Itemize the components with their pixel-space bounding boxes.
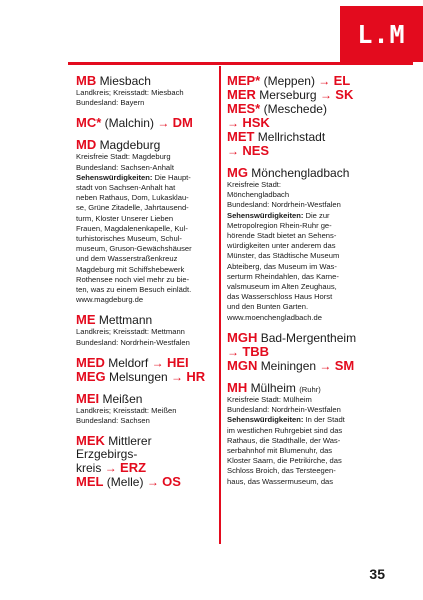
cross-reference[interactable]: HEI [166, 354, 189, 370]
sights-line: Magdeburg mit Schiffshebewerk [76, 264, 185, 274]
sights-line: das Wasserschloss Haus Horst [227, 292, 333, 302]
entry-md [76, 138, 216, 305]
entry-mep-met [227, 74, 372, 158]
entry-name: (Meschede) [263, 102, 327, 116]
arrow-icon: → [319, 358, 332, 373]
entry-name: Meißen [102, 391, 143, 406]
website-link[interactable]: www.magdeburg.de [76, 295, 144, 305]
sights-line: In der Stadt [305, 415, 345, 425]
sights-label: Sehenswürdigkeiten: [227, 210, 304, 220]
entry-detail: Kreisfreie Stadt: [227, 180, 282, 189]
right-column [227, 74, 372, 495]
cross-reference[interactable]: ERZ [120, 460, 147, 476]
page-number: 35 [369, 566, 385, 582]
entry-detail: Kreisfreie Stadt: Magdeburg [76, 152, 171, 162]
arrow-icon: → [157, 116, 170, 131]
sights-line: se, Grüne Zitadelle, Jahrtausend- [76, 203, 189, 213]
arrow-icon: → [318, 74, 331, 88]
cross-reference[interactable]: HSK [242, 115, 270, 130]
entry-name: (Melle) [106, 475, 144, 490]
entry-detail: Landkreis; Kreisstadt: Miesbach [76, 88, 184, 97]
sights-line: haus, das Wassermuseum, das [227, 476, 334, 486]
entry-name: (Meppen) [263, 74, 315, 88]
entry-detail: Bundesland: Sachsen [76, 416, 150, 426]
arrow-icon: → [171, 369, 184, 384]
arrow-icon: → [227, 344, 239, 359]
entry-detail: Bundesland: Bayern [76, 98, 145, 108]
cross-reference[interactable]: HR [186, 368, 206, 384]
sights-line: museum, Gruson-Gewächshäuser [76, 244, 192, 254]
entry-code: ME [76, 312, 96, 328]
entry-mb [76, 74, 216, 108]
entry-code: MES* [227, 101, 261, 116]
entry-med-meg [76, 356, 216, 384]
entry-name: Meiningen [260, 358, 317, 373]
left-column [76, 74, 216, 497]
cross-reference[interactable]: SK [335, 87, 354, 102]
website-link[interactable]: www.moenchengladbach.de [227, 312, 322, 322]
sights-line: Frauen, Magdalenenkapelle, Kul- [76, 223, 188, 233]
sights-line: Rothensee noch viel mehr zu bie- [76, 274, 190, 284]
entry-name: Merseburg [259, 88, 317, 102]
sights-line: hörende Stadt bietet an Sehens- [227, 231, 337, 241]
entry-code: MEK [76, 433, 105, 449]
sights-line: Die zur [305, 210, 330, 220]
cross-reference[interactable]: TBB [242, 343, 270, 359]
sights-line: ten, was zu einem Besuch einlädt. [76, 285, 192, 295]
entry-name: Mülheim [250, 380, 296, 395]
sights-line: Schloss Broich, das Tersteegen- [227, 466, 336, 476]
entry-detail: Bundesland: Nordrhein-Westfalen [227, 200, 341, 210]
entry-detail: Landkreis; Kreisstadt: Mettmann [76, 327, 185, 337]
sights-label: Sehenswürdigkeiten: [227, 415, 304, 425]
entry-name: Mellrichstadt [257, 130, 326, 144]
sights-line: Metropolregion Rhein-Ruhr ge- [227, 220, 332, 230]
entry-mek-mel [76, 434, 216, 489]
entry-code: MB [76, 73, 97, 88]
entry-name: Magdeburg [99, 138, 161, 153]
sights-text [76, 173, 216, 183]
entry-name-note: (Ruhr) [299, 384, 321, 394]
sights-line: und dem Wasserstraßenkreuz [76, 254, 178, 264]
sights-line: Münster, das Städtische Museum [227, 251, 340, 261]
sights-line: stadt von Sachsen-Anhalt hat [76, 183, 176, 193]
sights-line: serturm Rheindahlen, das Karne- [227, 271, 339, 281]
entry-mh [227, 381, 372, 487]
entry-name: (Malchin) [104, 116, 154, 131]
section-tab: L.M [340, 6, 423, 62]
column-divider [219, 66, 221, 544]
sights-line: Abteiberg, das Museum im Was- [227, 261, 337, 271]
entry-code: MEG [76, 368, 106, 384]
entry-mgh-mgn [227, 331, 372, 373]
arrow-icon: → [227, 144, 239, 158]
entry-mc [76, 116, 216, 130]
arrow-icon: → [146, 475, 159, 490]
sights-line: würdigkeiten unter anderem das [227, 241, 336, 251]
sights-label: Sehenswürdigkeiten: [76, 172, 153, 182]
entry-detail: Mönchengladbach [227, 190, 290, 200]
arrow-icon: → [227, 116, 239, 130]
sights-line: Kloster Saarn, die Petrikirche, das [227, 456, 342, 466]
sights-text [227, 415, 372, 425]
entry-code: MET [227, 129, 255, 144]
entry-code: MG [227, 165, 248, 180]
arrow-icon: → [319, 88, 332, 102]
entry-code: MEP* [227, 73, 261, 88]
entry-name: Mönchengladbach [251, 166, 350, 180]
entry-name: Mittlerer Erzgebirgs- [76, 434, 152, 462]
sights-line: turm, Kloster Unserer Lieben [76, 213, 174, 223]
entry-code: MC* [76, 115, 102, 131]
entry-name: Miesbach [99, 74, 151, 88]
sights-line: neben Rathaus, Dom, Lukasklau- [76, 193, 189, 203]
entry-detail: Landkreis; Kreisstadt: Meißen [76, 405, 177, 415]
sights-line: serbahnhof mit Blumenuhr, das [227, 446, 333, 456]
cross-reference[interactable]: NES [242, 143, 270, 158]
sights-line: Rathaus, die Stadthalle, der Was- [227, 435, 341, 445]
entry-detail: Bundesland: Nordrhein-Westfalen [227, 405, 341, 415]
entry-detail: Bundesland: Sachsen-Anhalt [76, 162, 174, 172]
entry-code: MGN [227, 357, 258, 373]
entry-mei [76, 392, 216, 426]
sights-line: im westlichen Ruhrgebiet sind das [227, 425, 343, 435]
entry-mg [227, 166, 372, 323]
sights-line: turhistorisches Museum, Schul- [76, 234, 182, 244]
cross-reference[interactable]: OS [162, 474, 181, 490]
entry-me [76, 313, 216, 347]
sights-text [227, 211, 372, 221]
entry-name: Bad-Mergentheim [260, 330, 357, 345]
entry-code: MD [76, 137, 97, 153]
entry-code: MER [227, 87, 256, 102]
cross-reference[interactable]: SM [334, 357, 355, 373]
header-rule [68, 62, 413, 65]
entry-code: MED [76, 354, 105, 370]
entry-name: Meldorf [108, 355, 149, 370]
entry-detail: Bundesland: Nordrhein-Westfalen [76, 337, 190, 347]
arrow-icon: → [151, 355, 164, 370]
entry-code: MEI [76, 390, 100, 406]
cross-reference[interactable]: EL [333, 73, 351, 88]
entry-name: Melsungen [108, 369, 168, 384]
entry-code: MEL [76, 474, 104, 490]
sights-line: valsmuseum im Alten Zeughaus, [227, 282, 337, 292]
arrow-icon: → [104, 461, 117, 476]
entry-name: Mettmann [98, 313, 153, 328]
cross-reference[interactable]: DM [172, 115, 193, 131]
entry-code: MH [227, 379, 248, 395]
sights-line: Die Haupt- [154, 172, 191, 182]
entry-code: MGH [227, 329, 258, 345]
entry-detail: Kreisfreie Stadt: Mülheim [227, 395, 312, 405]
sights-line: und den Bunten Garten. [227, 302, 309, 312]
entry-name: kreis [76, 461, 102, 476]
